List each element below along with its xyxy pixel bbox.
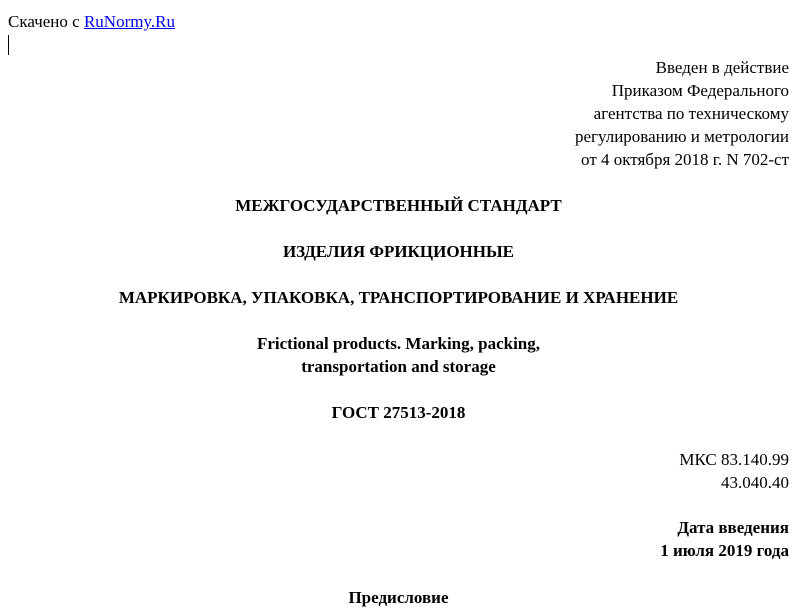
enactment-line: Введен в действие <box>655 58 789 77</box>
introduction-date-value: 1 июля 2019 года <box>660 541 789 560</box>
mks-codes <box>679 448 789 494</box>
section-title: Предисловие <box>348 588 449 607</box>
source-line <box>8 10 175 33</box>
standard-type-heading: МЕЖГОСУДАРСТВЕННЫЙ СТАНДАРТ <box>235 196 562 215</box>
mks-code: 43.040.40 <box>721 473 789 492</box>
enactment-block <box>575 56 789 171</box>
introduction-date-label: Дата введения <box>677 518 789 537</box>
mks-code: МКС 83.140.99 <box>679 450 789 469</box>
english-title <box>0 332 797 378</box>
text-cursor <box>8 35 9 55</box>
gost-number: ГОСТ 27513-2018 <box>331 403 466 422</box>
enactment-line: Приказом Федерального <box>611 81 789 100</box>
enactment-line: от 4 октября 2018 г. N 702-ст <box>581 150 789 169</box>
source-link[interactable]: RuNormy.Ru <box>83 12 175 31</box>
english-title-line: Frictional products. Marking, packing, <box>256 334 541 353</box>
english-title-line: transportation and storage <box>301 357 496 376</box>
product-heading: ИЗДЕЛИЯ ФРИКЦИОННЫЕ <box>282 242 515 261</box>
enactment-line: агентства по техническому <box>593 104 789 123</box>
enactment-line: регулированию и метрологии <box>574 127 789 146</box>
source-prefix: Скачено с <box>8 12 80 31</box>
subject-heading: МАРКИРОВКА, УПАКОВКА, ТРАНСПОРТИРОВАНИЕ И ХРАНЕНИЕ <box>118 288 679 307</box>
introduction-date-block <box>660 516 789 562</box>
